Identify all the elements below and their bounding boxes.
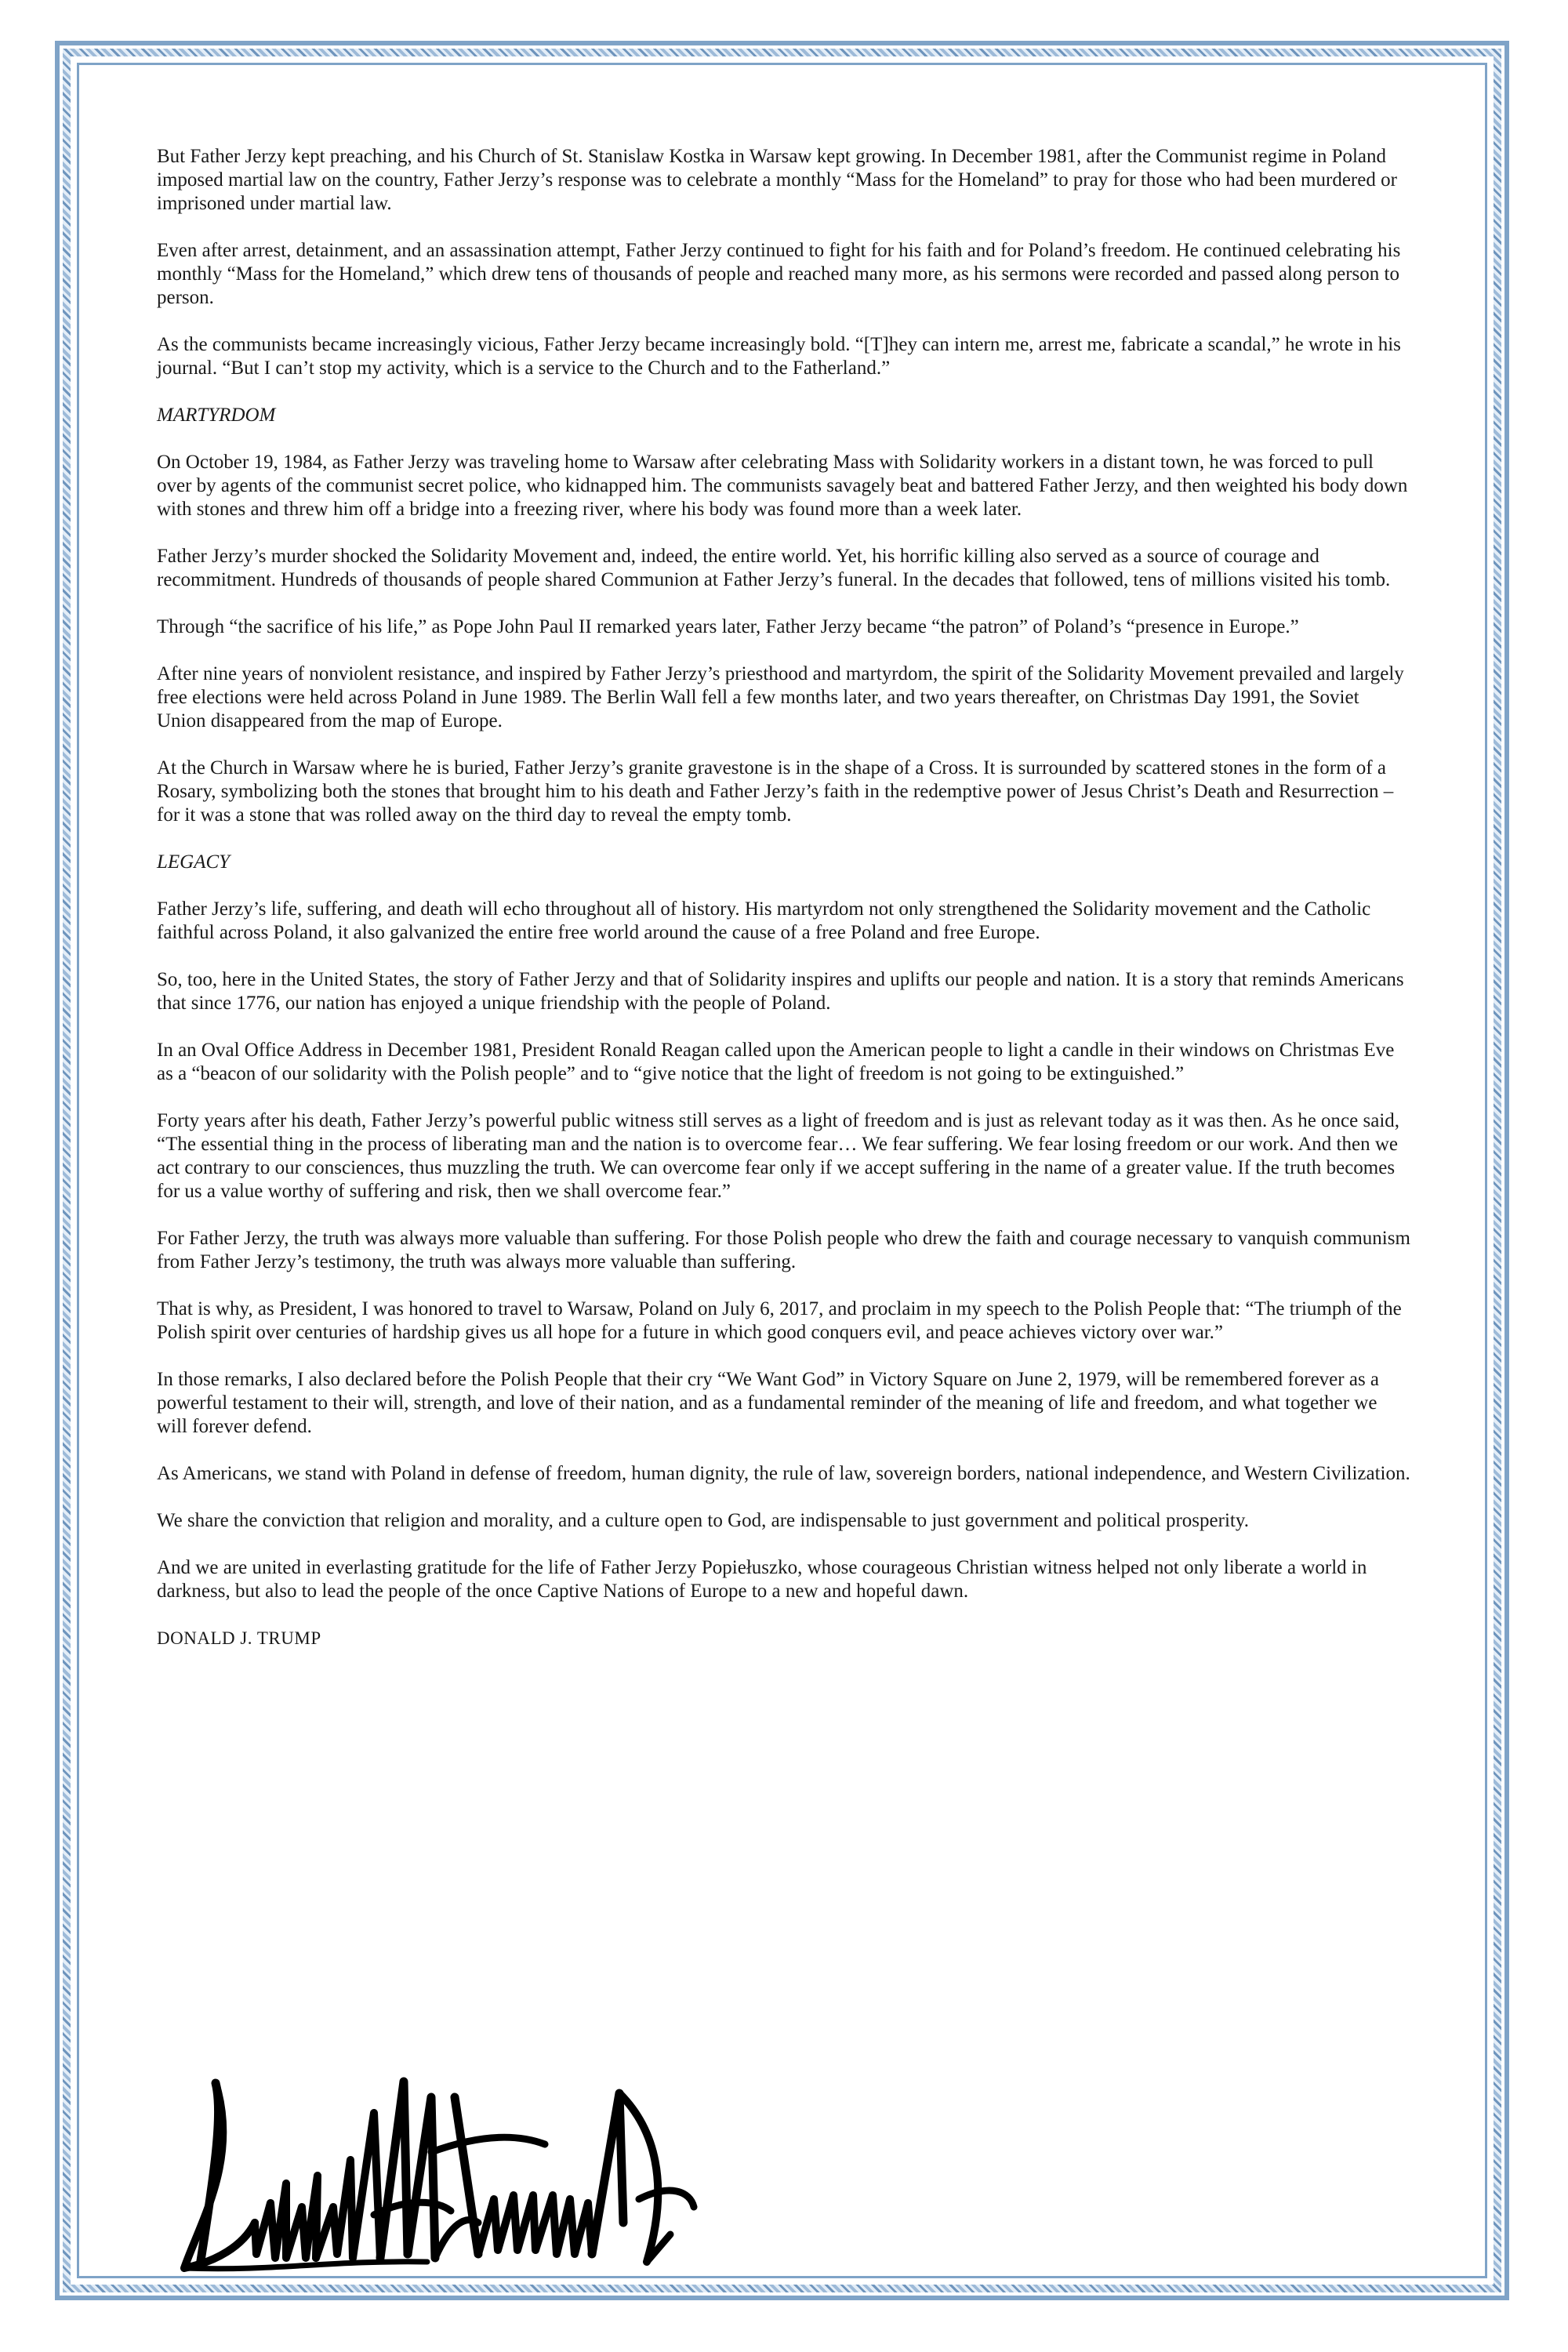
paragraph-reagan-address: In an Oval Office Address in December 1981, President Ronald Reagan called upon the American people to light a candle in their windows on Christmas Eve as a “beacon of our solidarity with the Polish people” and to “give notice that the light of freedom is not going to be extinguished.” — [157, 1040, 1395, 1084]
section-heading-legacy: LEGACY — [157, 851, 230, 873]
paragraph-gravestone: At the Church in Warsaw where he is buried, Father Jerzy’s granite gravestone is in the shape of a Cross. It is surrounded by scattered stones in the form of a Rosary, symbolizing both the stones that brought him to his death and Father Jerzy’s faith in the redemptive power of Jesus Christ’s Death and Resurrection – for it was a stone that was rolled away on the third day to reveal the empty tomb. — [157, 757, 1394, 826]
document-body — [157, 145, 1411, 1650]
paragraph-gratitude: And we are united in everlasting gratitude for the life of Father Jerzy Popiełuszko, whose courageous Christian witness helped not only liberate a world in darkness, but also to lead the people of the once Captive Nations of Europe to a new and hopeful dawn. — [157, 1557, 1367, 1602]
paragraph-solidarity-prevailed: After nine years of nonviolent resistance, and inspired by Father Jerzy’s priesthood and martyrdom, the spirit of the Solidarity Movement prevailed and largely free elections were held across Poland in June 1989. The Berlin Wall fell a few months later, and two years thereafter, on Christmas Day 1991, the Soviet Union disappeared from the map of Europe. — [157, 663, 1404, 731]
paragraph-shared-conviction: We share the conviction that religion and morality, and a culture open to God, are indispensable to just government and political prosperity. — [157, 1510, 1249, 1531]
paragraph-pope-remark: Through “the sacrifice of his life,” as Pope John Paul II remarked years later, Father Jerzy became “the patron” of Poland’s “presence in Europe.” — [157, 616, 1299, 637]
paragraph-kidnapping: On October 19, 1984, as Father Jerzy was traveling home to Warsaw after celebrating Mass with Solidarity workers in a distant town, he was forced to pull over by agents of the communist secret police, who kidnapped him. The communists savagely beat and battered Father Jerzy, and then weighted his body down with stones and threw him off a bridge into a freezing river, where his body was found more than a week later. — [157, 452, 1408, 520]
paragraph-mass-homeland: Even after arrest, detainment, and an assassination attempt, Father Jerzy continued to fight for his faith and for Poland’s freedom. He continued celebrating his monthly “Mass for the Homeland,” which drew tens of thousands of people and reached many more, as his sermons were recorded and passed along person to person. — [157, 240, 1401, 308]
paragraph-church-growth: But Father Jerzy kept preaching, and his Church of St. Stanislaw Kostka in Warsaw kept growing. In December 1981, after the Communist regime in Poland imposed martial law on the country, Father Jerzy’s response was to celebrate a monthly “Mass for the Homeland” to pray for those who had been murdered or imprisoned under martial law. — [157, 146, 1397, 214]
signature-image — [169, 2066, 749, 2285]
paragraph-stand-with-poland: As Americans, we stand with Poland in defense of freedom, human dignity, the rule of law, sovereign borders, national independence, and Western Civilization. — [157, 1463, 1410, 1484]
paragraph-journal-quote: As the communists became increasingly vicious, Father Jerzy became increasingly bold. “[T]hey can intern me, arrest me, fabricate a scandal,” he wrote in his journal. “But I can’t stop my activity, which is a service to the Church and to the Fatherland.” — [157, 334, 1401, 379]
paragraph-echo-history: Father Jerzy’s life, suffering, and death will echo throughout all of history. His martyrdom not only strengthened the Solidarity movement and the Catholic faithful across Poland, it also galvanized the entire free world around the cause of a free Poland and free Europe. — [157, 898, 1371, 943]
paragraph-overcome-fear: Forty years after his death, Father Jerzy’s powerful public witness still serves as a light of freedom and is just as relevant today as it was then. As he once said, “The essential thing in the process of liberating man and the nation is to overcome fear… We fear suffering. We fear losing freedom or our work. And then we act contrary to our consciences, thus muzzling the truth. We can overcome fear only if we accept suffering in the name of a greater value. If the truth becomes for us a value worthy of suffering and risk, then we shall overcome fear.” — [157, 1110, 1400, 1202]
paragraph-we-want-god: In those remarks, I also declared before the Polish People that their cry “We Want God” in Victory Square on June 2, 1979, will be remembered forever as a powerful testament to their will, strength, and love of their nation, and as a fundamental reminder of the meaning of life and freedom, and what together we will forever defend. — [157, 1369, 1380, 1437]
signer-name: DONALD J. TRUMP — [157, 1628, 321, 1648]
paragraph-truth-valuable: For Father Jerzy, the truth was always more valuable than suffering. For those Polish people who drew the faith and courage necessary to vanquish communism from Father Jerzy’s testimony, the truth was always more valuable than suffering. — [157, 1228, 1410, 1272]
section-heading-martyrdom: MARTYRDOM — [157, 405, 276, 426]
paragraph-murder-impact: Father Jerzy’s murder shocked the Solidarity Movement and, indeed, the entire world. Yet, his horrific killing also served as a source of courage and recommitment. Hundreds of thousands of people shared Communion at Father Jerzy’s funeral. In the decades that followed, tens of millions visited his tomb. — [157, 546, 1391, 590]
paragraph-us-friendship: So, too, here in the United States, the story of Father Jerzy and that of Solidarity inspires and uplifts our people and nation. It is a story that reminds Americans that since 1776, our nation has enjoyed a unique friendship with the people of Poland. — [157, 969, 1404, 1014]
paragraph-warsaw-speech: That is why, as President, I was honored to travel to Warsaw, Poland on July 6, 2017, and proclaim in my speech to the Polish People that: “The triumph of the Polish spirit over centuries of hardship gives us all hope for a future in which good conquers evil, and peace achieves victory over war.” — [157, 1298, 1402, 1343]
